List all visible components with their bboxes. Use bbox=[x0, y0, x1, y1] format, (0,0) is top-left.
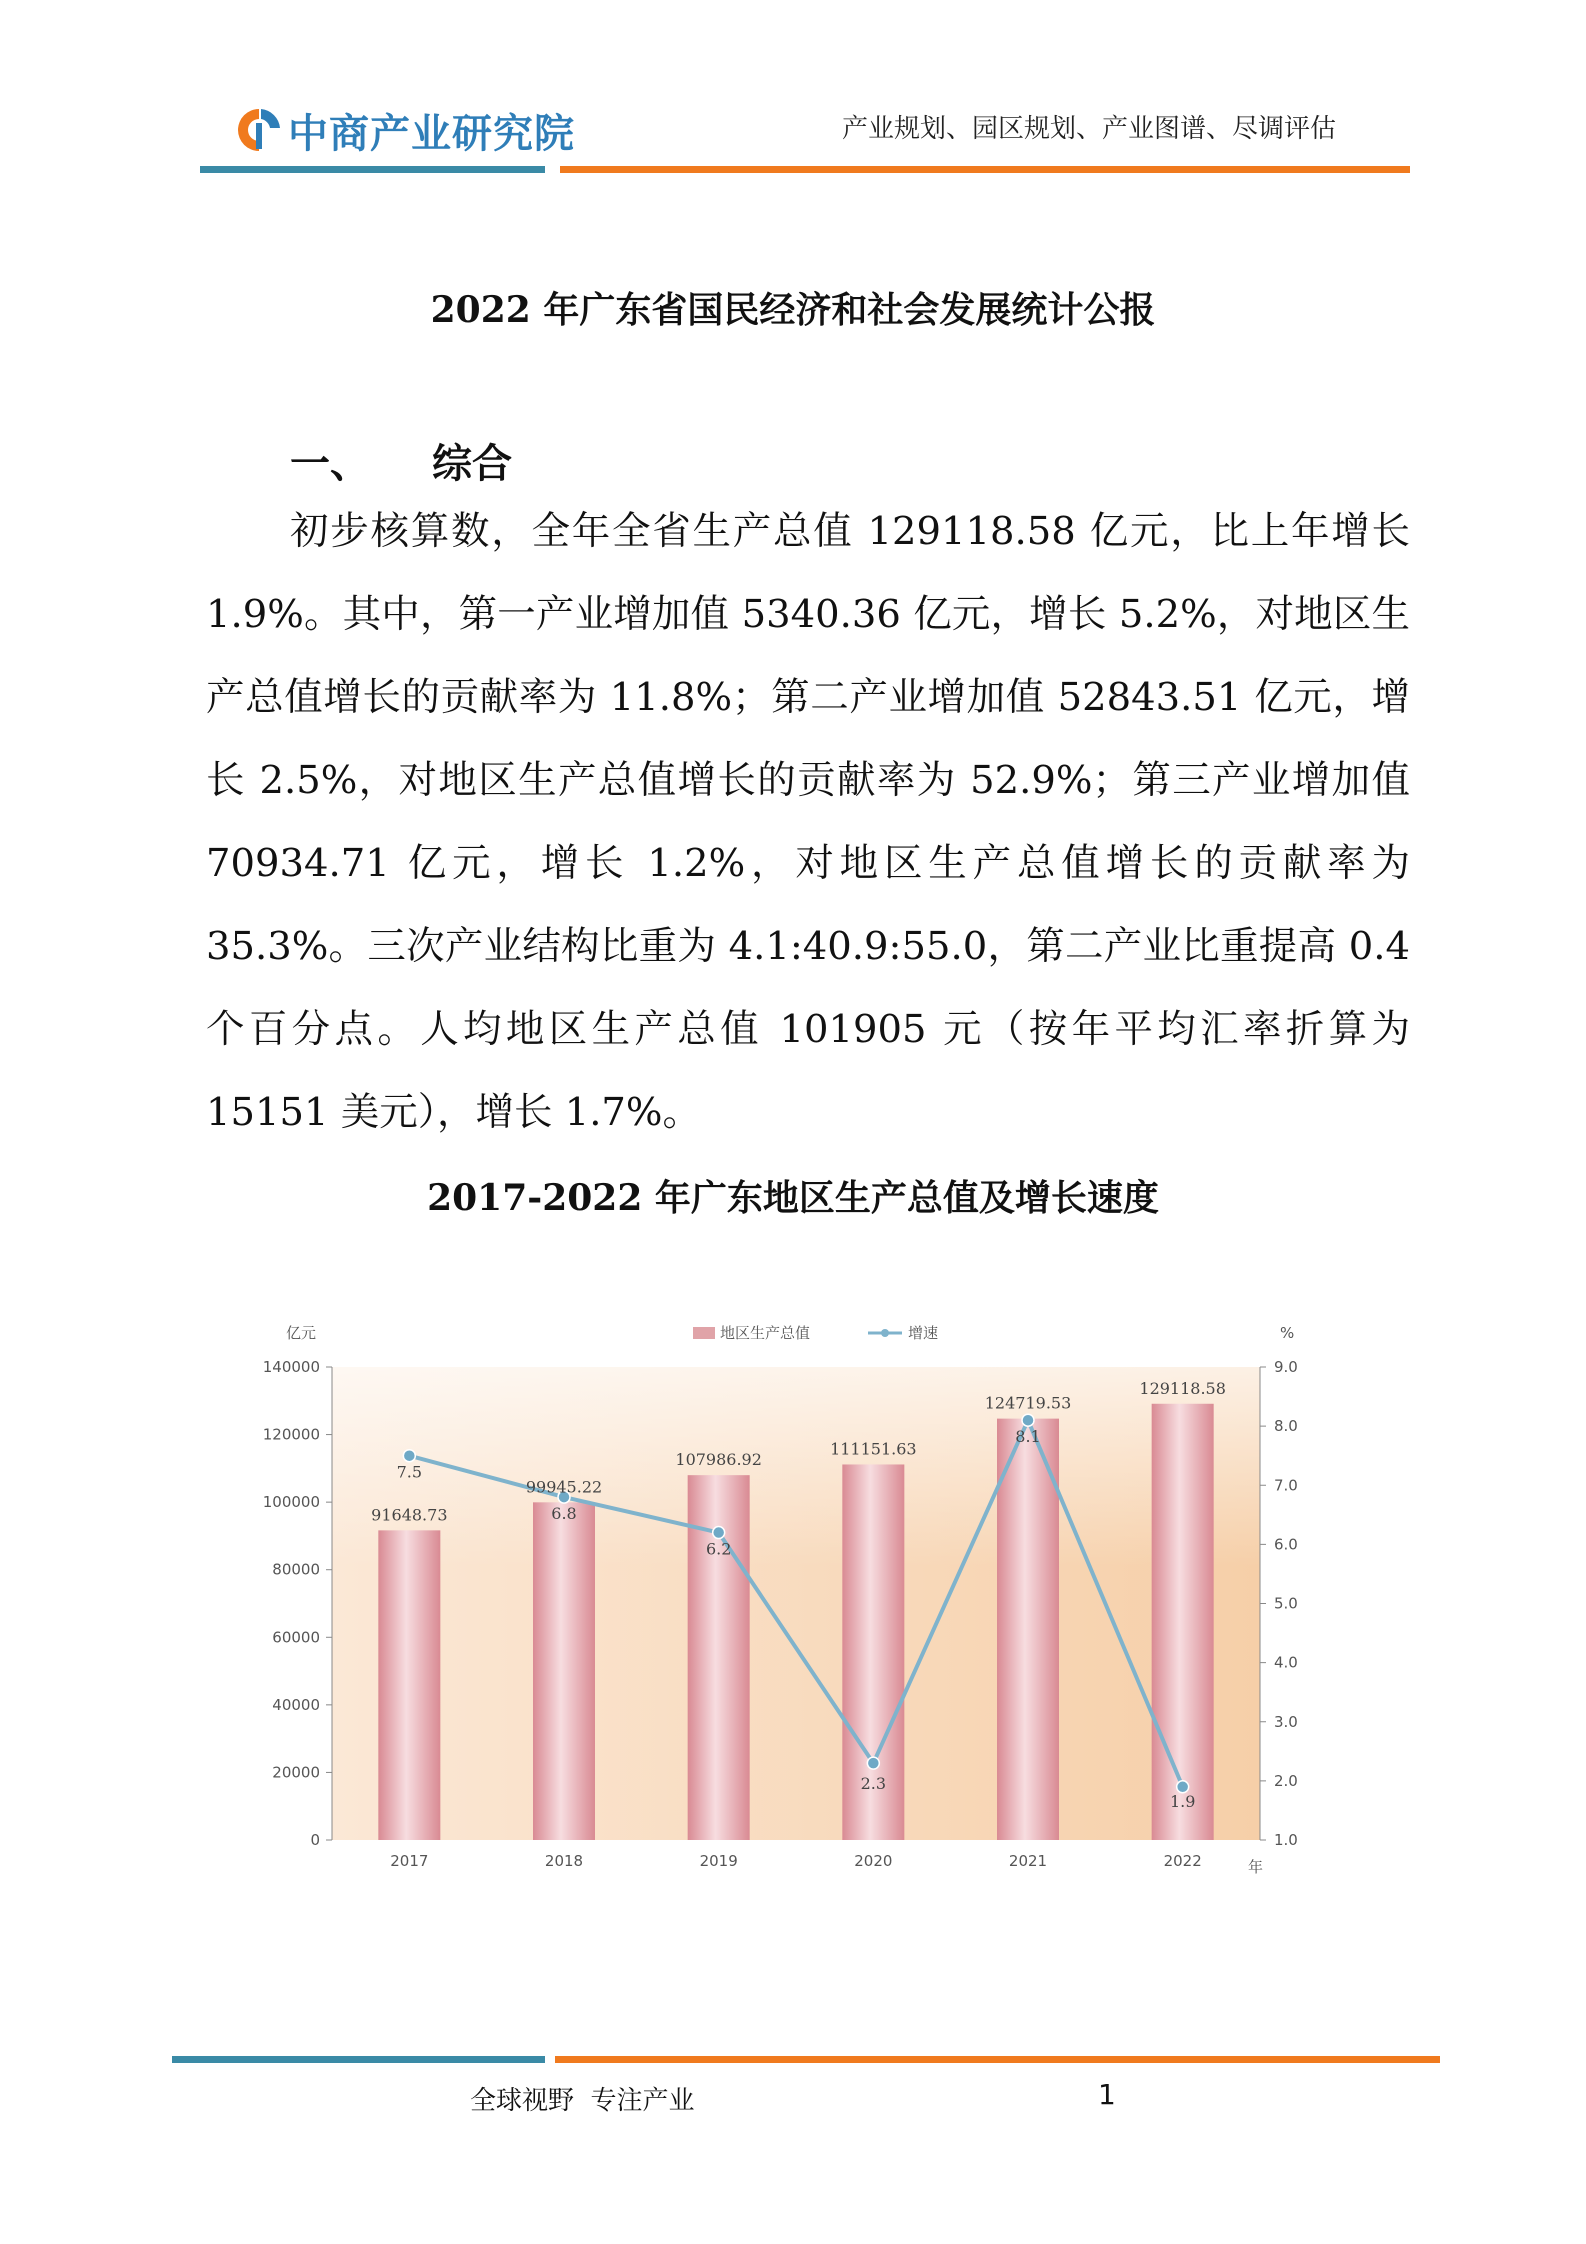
gdp-bar-label: 124719.53 bbox=[984, 1393, 1072, 1413]
chart-title: 2017-2022 年广东地区生产总值及增长速度 bbox=[427, 1177, 1159, 1219]
growth-point-label: 8.1 bbox=[1015, 1427, 1041, 1447]
plot-background-fade bbox=[332, 1367, 1260, 1567]
header-slogan: 产业规划、园区规划、产业图谱、尽调评估 bbox=[841, 114, 1336, 144]
y2-axis-tick-label: 4.0 bbox=[1274, 1653, 1298, 1672]
legend-line-marker bbox=[881, 1329, 889, 1337]
footer-slogan: 全球视野 专注产业 bbox=[470, 2086, 695, 2116]
y-axis-tick-label: 0 bbox=[310, 1831, 320, 1849]
section-heading bbox=[290, 432, 512, 489]
company-logo bbox=[234, 100, 575, 160]
y2-axis-tick-label: 7.0 bbox=[1274, 1476, 1298, 1495]
x-axis-tick-label: 2018 bbox=[544, 1852, 584, 1870]
gdp-bar bbox=[378, 1530, 440, 1840]
y2-axis-tick-label: 9.0 bbox=[1274, 1358, 1298, 1376]
y2-axis-tick-label: 1.0 bbox=[1274, 1831, 1298, 1849]
y2-axis-tick-label: 3.0 bbox=[1274, 1712, 1298, 1731]
growth-point bbox=[713, 1527, 725, 1539]
y-axis-tick-label: 80000 bbox=[272, 1560, 320, 1579]
footer-divider-teal bbox=[172, 2056, 545, 2063]
body-paragraph: 初步核算数，全年全省生产总值 129118.58 亿元，比上年增长 1.9%。其中，第一产业增加值 5340.36 亿元，增长 5.2%，对地区生产总值增长的贡献率为 11.8%；第二产业增加值 52843.51 亿元，增长 2.5%，对地区生产总值增长的贡献率为 52.9%；第三产业增加值 70934.71 亿元，增长 1.2%，对地区生产总值增长的贡献率为 35.3%。三次产业结构比重为 4.1:40.9:55.0，第二产业比重提高 0.4 个百分点。人均地区生产总值 101905 元（按年平均汇率折算为 15151 美元），增长 1.7%。 bbox=[206, 509, 1410, 1135]
y-axis-tick-label: 140000 bbox=[262, 1358, 320, 1376]
y-axis-tick-label: 100000 bbox=[262, 1493, 320, 1512]
gdp-bar-label: 91648.73 bbox=[371, 1505, 448, 1525]
x-axis-tick-label: 2021 bbox=[1008, 1852, 1048, 1870]
y2-axis-unit-label: % bbox=[1280, 1324, 1295, 1342]
y-axis-tick-label: 40000 bbox=[272, 1695, 320, 1714]
legend-bar-label: 地区生产总值 bbox=[720, 1324, 811, 1342]
x-axis-tick-label: 2020 bbox=[854, 1852, 893, 1870]
growth-point-label: 6.2 bbox=[705, 1539, 732, 1559]
header-divider-orange bbox=[560, 166, 1410, 173]
x-axis-tick-label: 2019 bbox=[699, 1852, 738, 1870]
legend-bar-swatch bbox=[693, 1327, 715, 1339]
gdp-bar bbox=[997, 1419, 1059, 1840]
gdp-bar-label: 129118.58 bbox=[1139, 1378, 1226, 1398]
growth-point-label: 6.8 bbox=[551, 1504, 577, 1524]
gdp-bar bbox=[1152, 1404, 1214, 1840]
y-axis-tick-label: 120000 bbox=[262, 1425, 320, 1444]
section-number: 一、 bbox=[290, 440, 370, 487]
growth-point-label: 1.9 bbox=[1169, 1791, 1196, 1811]
y2-axis-tick-label: 8.0 bbox=[1274, 1417, 1298, 1436]
growth-point bbox=[1022, 1414, 1034, 1426]
growth-point bbox=[403, 1450, 415, 1462]
y2-axis-tick-label: 5.0 bbox=[1274, 1594, 1298, 1613]
logo-mark-icon bbox=[234, 105, 284, 155]
gdp-bar-label: 99945.22 bbox=[525, 1477, 603, 1497]
document-title: 2022 年广东省国民经济和社会发展统计公报 bbox=[430, 289, 1156, 331]
growth-point-label: 2.3 bbox=[860, 1774, 887, 1794]
header-divider-teal bbox=[200, 166, 545, 173]
footer-divider-orange bbox=[555, 2056, 1440, 2063]
gdp-chart bbox=[240, 1305, 1340, 1875]
page-number: 1 bbox=[1098, 2078, 1116, 2111]
legend-line-label: 增速 bbox=[908, 1324, 939, 1342]
y-axis-tick-label: 20000 bbox=[272, 1763, 320, 1782]
x-axis-unit-label: 年 bbox=[1248, 1858, 1264, 1875]
gdp-bar-label: 107986.92 bbox=[675, 1450, 762, 1470]
chart-legend bbox=[693, 1324, 938, 1342]
gdp-bar-label: 111151.63 bbox=[830, 1439, 917, 1459]
y-axis-unit-label: 亿元 bbox=[286, 1324, 317, 1342]
growth-point-label: 7.5 bbox=[396, 1462, 423, 1482]
x-axis-tick-label: 2017 bbox=[390, 1852, 429, 1870]
section-title: 综合 bbox=[432, 440, 512, 487]
x-axis-tick-label: 2022 bbox=[1163, 1852, 1202, 1870]
y2-axis-tick-label: 6.0 bbox=[1274, 1535, 1298, 1554]
logo-text: 中商产业研究院 bbox=[288, 110, 575, 157]
y-axis-tick-label: 60000 bbox=[272, 1628, 320, 1647]
growth-point bbox=[867, 1757, 879, 1769]
y2-axis-tick-label: 2.0 bbox=[1274, 1771, 1298, 1790]
gdp-bar bbox=[533, 1502, 595, 1840]
